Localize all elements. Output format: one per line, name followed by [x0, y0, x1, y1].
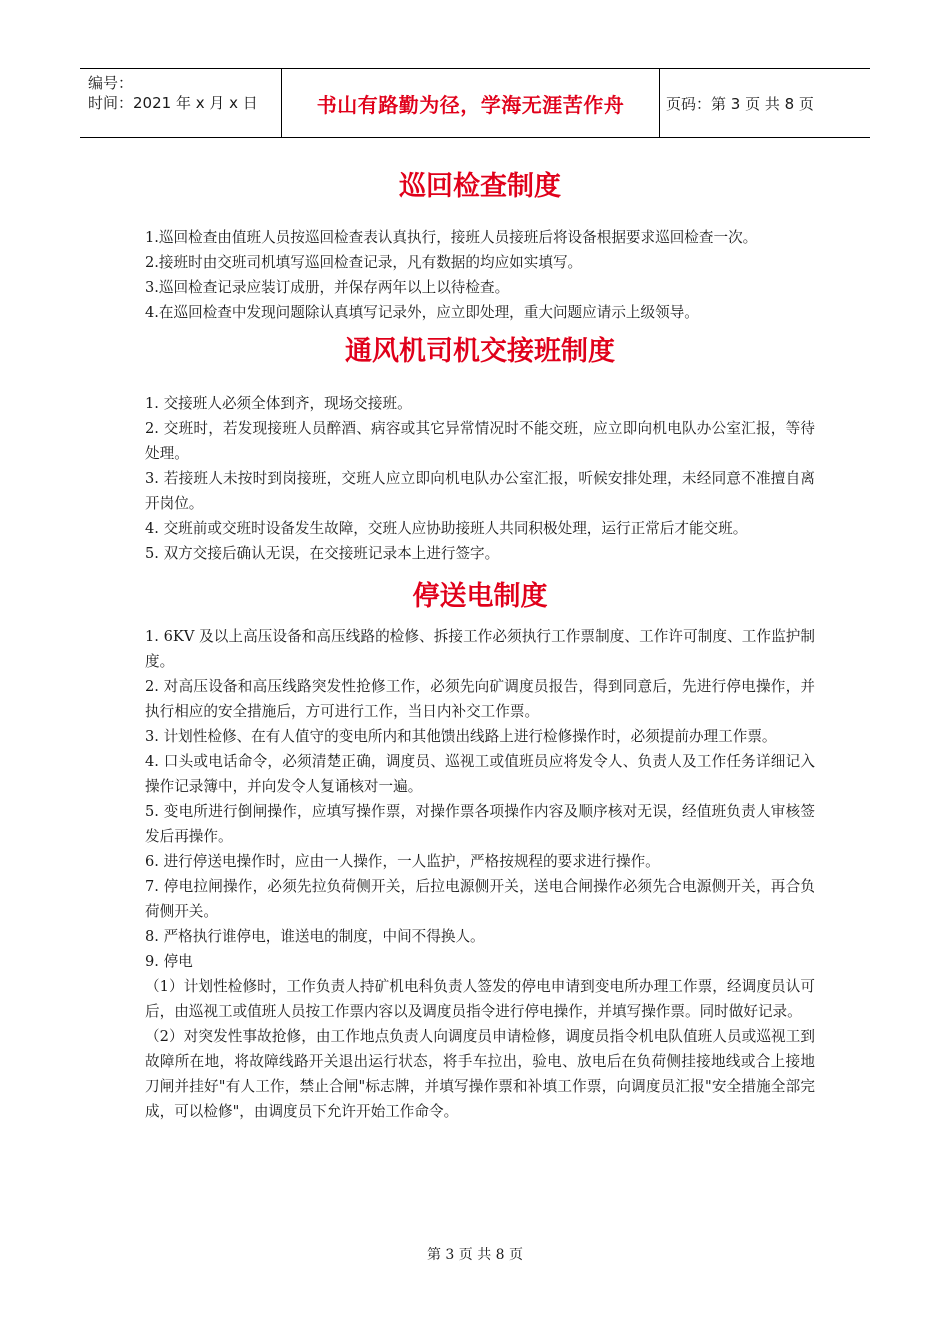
document-number: 编号： — [88, 74, 134, 92]
section-title-power-switching: 停送电制度 — [412, 581, 548, 612]
paragraph: 3. 计划性检修、在有人值守的变电所内和其他馈出线路上进行检修操作时，必须提前办理工作票。 — [145, 728, 777, 745]
section-title-shift-handover: 通风机司机交接班制度 — [345, 336, 615, 367]
paragraph: 4. 口头或电话命令，必须清楚正确，调度员、巡视工或值班员应将发令人、负责人及工作任务详细记入操作记录簿中，并向发令人复诵核对一遍。 — [145, 753, 815, 795]
paragraph: 1. 6KV 及以上高压设备和高压线路的检修、拆接工作必须执行工作票制度、工作许可制度、工作监护制度。 — [145, 628, 815, 670]
section-shift-handover — [145, 391, 815, 566]
paragraph: 7. 停电拉闸操作，必须先拉负荷侧开关，后拉电源侧开关，送电合闸操作必须先合电源侧开关，再合负荷侧开关。 — [145, 878, 815, 920]
paragraph: 2.接班时由交班司机填写巡回检查记录，凡有数据的均应如实填写。 — [145, 254, 583, 271]
paragraph: 8. 严格执行谁停电，谁送电的制度，中间不得换人。 — [145, 928, 485, 945]
paragraph: （1）计划性检修时，工作负责人持矿机电科负责人签发的停电申请到变电所办理工作票，经调度员认可后，由巡视工或值班人员按工作票内容以及调度员指令进行停电操作，并填写操作票。同时做好记录。 — [145, 978, 815, 1020]
document-body — [145, 160, 815, 1124]
paragraph: （2）对突发性事故抢修，由工作地点负责人向调度员申请检修，调度员指令机电队值班人员或巡视工到故障所在地，将故障线路开关退出运行状态，将手车拉出，验电、放电后在负荷侧挂接地线或合上接地刀闸并挂好"有人工作，禁止合闸"标志牌，并填写操作票和补填工作票，向调度员汇报"安全措施全部完成，可以检修"，由调度员下允许开始工作命令。 — [145, 1028, 815, 1120]
paragraph: 2. 交班时，若发现接班人员醉酒、病容或其它异常情况时不能交班，应立即向机电队办公室汇报，等待处理。 — [145, 420, 815, 462]
page-footer: 第 3 页 共 8 页 — [426, 1247, 524, 1263]
paragraph: 1.巡回检查由值班人员按巡回检查表认真执行，接班人员接班后将设备根据要求巡回检查一次。 — [145, 229, 758, 246]
paragraph: 9. 停电 — [145, 953, 193, 970]
paragraph: 3.巡回检查记录应装订成册，并保存两年以上以待检查。 — [145, 279, 510, 296]
section-inspection — [145, 225, 815, 325]
paragraph: 2. 对高压设备和高压线路突发性抢修工作，必须先向矿调度员报告，得到同意后，先进行停电操作，并执行相应的安全措施后，方可进行工作，当日内补交工作票。 — [145, 678, 815, 720]
paragraph: 3. 若接班人未按时到岗接班，交班人应立即向机电队办公室汇报，听候安排处理，未经同意不准擅自离开岗位。 — [145, 470, 815, 512]
document-date: 时间：2021 年 x 月 x 日 — [88, 94, 258, 112]
page-header — [80, 68, 870, 138]
paragraph: 6. 进行停送电操作时，应由一人操作，一人监护，严格按规程的要求进行操作。 — [145, 853, 660, 870]
header-motto: 书山有路勤为径，学海无涯苦作舟 — [282, 69, 660, 137]
section-title-inspection: 巡回检查制度 — [399, 171, 561, 202]
header-meta — [80, 69, 282, 137]
paragraph: 1. 交接班人必须全体到齐，现场交接班。 — [145, 395, 412, 412]
header-page-info: 页码：第 3 页 共 8 页 — [666, 94, 814, 113]
paragraph: 4. 交班前或交班时设备发生故障，交班人应协助接班人共同积极处理，运行正常后才能交班。 — [145, 520, 748, 537]
paragraph: 4.在巡回检查中发现问题除认真填写记录外，应立即处理，重大问题应请示上级领导。 — [145, 304, 699, 321]
paragraph: 5. 双方交接后确认无误，在交接班记录本上进行签字。 — [145, 545, 500, 562]
section-power-switching — [145, 624, 815, 1124]
paragraph: 5. 变电所进行倒闸操作，应填写操作票，对操作票各项操作内容及顺序核对无误，经值班负责人审核签发后再操作。 — [145, 803, 815, 845]
